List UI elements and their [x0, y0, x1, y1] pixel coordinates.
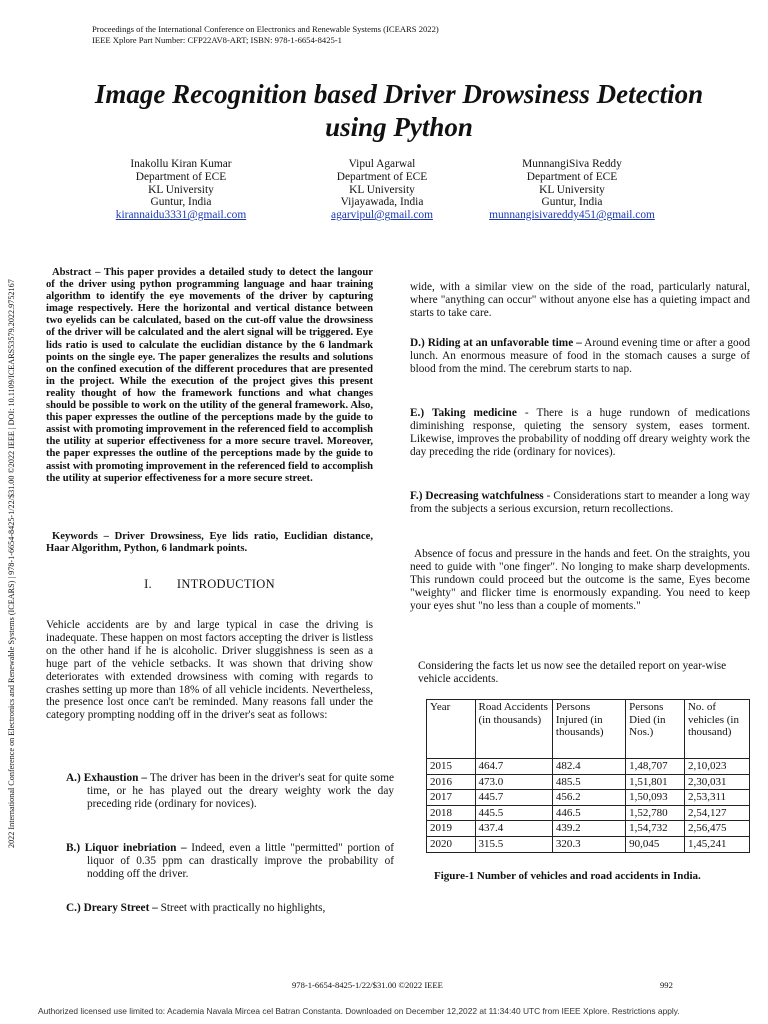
author-uni: KL University [349, 183, 415, 196]
table-cell: 2,54,127 [684, 805, 749, 821]
author-uni: KL University [539, 183, 605, 196]
item-text: Indeed, even a little "permitted" portion of liquor of 0.35 ppm can drastically improve the probability of nodding off the driver. [87, 842, 394, 880]
doi-sidebar: 2022 International Conference on Electronics and Renewable Systems (ICEARS) | 978-1-6654-8425-1/22/$31.00 ©2022 IEEE | DOI: 10.1109/ICEARS53579.2022.9752167 [7, 279, 16, 848]
table-cell: 482.4 [552, 759, 625, 775]
table-cell: 485.5 [552, 774, 625, 790]
author-dept: Department of ECE [336, 170, 428, 183]
table-cell: 2015 [427, 759, 476, 775]
author-block-1 [86, 158, 276, 222]
title-line-2: using Python [325, 112, 473, 142]
table-cell: 446.5 [552, 805, 625, 821]
table-cell: 2017 [427, 790, 476, 806]
table-cell: 1,48,707 [626, 759, 685, 775]
item-label: B.) Liquor inebriation – [66, 842, 187, 854]
consider-paragraph: Considering the facts let us now see the detailed report on year-wise vehicle accidents. [418, 660, 727, 685]
table-cell: 2,53,311 [684, 790, 749, 806]
table-cell: 315.5 [475, 836, 552, 852]
author-email-link[interactable]: kirannaidu3331@gmail.com [115, 209, 247, 222]
proceedings-line: Proceedings of the International Conference on Electronics and Renewable Systems (ICEARS 2022) [92, 24, 439, 34]
item-text: Street with practically no highlights, [157, 902, 326, 914]
table-row [427, 821, 750, 837]
abstract-paragraph: Abstract – This paper provides a detailed study to detect the langour of the driver using python programming language and haar training algorithm to identify the eye movements of the driver by capturing image respectively. Here the horizontal and vertical distance between two eyelids can be calculated, based on the cut-off value the drowsiness of the driver will be calculated and the alert signal will be triggered. Eye lids ratio is used to calculate the euclidian distance by the 6 landmark points on the single eye. The paper generalizes the results and solutions on the confined execution of the different procedures that are presented in the project. While the execution of the project gives this present reality thought of how the framework functions and what changes should be possible to work on the utility of the general framework. Also, this paper expresses the outline of the perceptions made by the guide to assist with promoting improvement in the referenced field to accomplish the utility at superior effectiveness for a more secure travel. Moreover, the paper expresses the outline of the perceptions made by the guide to assist with promoting improvement in the referenced field to accomplish the utility at superior effectiveness for a more secure street. [46, 267, 373, 484]
item-text: Around evening time or after a good lunch. An enormous measure of food in the stomach causes a surge of blood from the mind. The cerebrum starts to nap. [410, 337, 750, 375]
list-item-watchfulness [410, 490, 750, 516]
focus-paragraph: Absence of focus and pressure in the hands and feet. On the straights, you need to guide with "one finger". No longing to make sharp developments. This rundown could proceed but the outcome is the same, Eyes become "weighty" and flicker time is enormously expanding. You need to keep your eyes shut "no less than a couple of moments." [410, 548, 750, 612]
item-label: C.) Dreary Street – [66, 902, 158, 914]
table-cell: 1,52,780 [626, 805, 685, 821]
table-header-row [427, 700, 750, 759]
item-text: The driver has been in the driver's seat for quite some time, or he has played out the dreary weighty work the day preceding ride (ordinary for novices). [87, 772, 395, 810]
item-label: E.) Taking medicine [410, 407, 517, 419]
author-dept: Department of ECE [526, 170, 618, 183]
header-persons-died: Persons Died (in Nos.) [626, 700, 685, 759]
author-name: Vipul Agarwal [348, 158, 416, 170]
dreary-street-continued: wide, with a similar view on the side of the road, particularly natural, where "anything can occur" without anyone else has a quieting impact and starts to take care. [410, 281, 750, 319]
table-cell: 90,045 [626, 836, 685, 852]
author-name: MunnangiSiva Reddy [522, 158, 622, 170]
author-name: Inakollu Kiran Kumar [130, 158, 232, 170]
table-cell: 2,30,031 [684, 774, 749, 790]
table-cell: 2,56,475 [684, 821, 749, 837]
section-heading-introduction [46, 577, 373, 592]
item-text: - There is a huge rundown of medications diminishing response, quieting the sensory system, eases torment. Likewise, improves the probability of nodding off dreary weighty work the day preceding the ride (ordinary for novices). [410, 407, 750, 458]
list-item-riding-time [410, 337, 750, 376]
header-persons-injured: Persons Injured (in thousands) [552, 700, 625, 759]
table-cell: 2020 [427, 836, 476, 852]
page-number: 992 [660, 980, 673, 990]
item-label: A.) Exhaustion – [66, 772, 148, 784]
paper-title [30, 78, 768, 144]
author-block-2 [292, 158, 472, 222]
table-row [427, 805, 750, 821]
author-email-link[interactable]: munnangisivareddy451@gmail.com [489, 209, 655, 222]
header-road-accidents: Road Accidents (in thousands) [475, 700, 552, 759]
author-city: Guntur, India [541, 196, 603, 209]
list-item-medicine [410, 407, 750, 459]
table-row [427, 790, 750, 806]
list-item-liquor [66, 842, 394, 881]
table-cell: 445.7 [475, 790, 552, 806]
isbn-line: IEEE Xplore Part Number: CFP22AV8-ART; ISBN: 978-1-6654-8425-1 [92, 35, 342, 45]
author-block-3 [452, 158, 692, 222]
table-cell: 2019 [427, 821, 476, 837]
header-vehicles: No. of vehicles (in thousand) [684, 700, 749, 759]
table-row [427, 774, 750, 790]
footer-copyright: 978-1-6654-8425-1/22/$31.00 ©2022 IEEE [292, 980, 443, 990]
table-row [427, 759, 750, 775]
table-cell: 456.2 [552, 790, 625, 806]
table-cell: 439.2 [552, 821, 625, 837]
header-year: Year [427, 700, 476, 759]
list-item-dreary-street [66, 902, 373, 915]
author-email-link[interactable]: agarvipul@gmail.com [331, 209, 433, 222]
table-cell: 320.3 [552, 836, 625, 852]
item-text: - Considerations start to meander a long way from the subjects a serious excursion, return recollections. [410, 490, 750, 515]
table-cell: 1,54,732 [626, 821, 685, 837]
table-cell: 2016 [427, 774, 476, 790]
table-cell: 445.5 [475, 805, 552, 821]
list-item-exhaustion [66, 772, 394, 811]
section-number: I. [144, 577, 152, 591]
accidents-table [426, 699, 750, 853]
table-cell: 2,10,023 [684, 759, 749, 775]
section-title: INTRODUCTION [176, 577, 275, 591]
intro-paragraph: Vehicle accidents are by and large typical in case the driving is inadequate. These happen on most factors accepting the driver is listless on the other hand if he is alcoholic. Driver sluggishness is seen as a huge part of the vehicle setbacks. It was shown that driving show deteriorates with extended drowsiness with coming with regards to crashes setting up more than 18% of all vehicle incidents. Nevertheless, the presence lost once can't be reminded. Many reasons fall under the category prompting nodding off in the driver's seat as follows: [46, 619, 373, 722]
keywords-paragraph: Keywords – Driver Drowsiness, Eye lids ratio, Euclidian distance, Haar Algorithm, Python, 6 landmark points. [46, 531, 373, 555]
table-cell: 2018 [427, 805, 476, 821]
table-row [427, 836, 750, 852]
figure-caption: Figure-1 Number of vehicles and road accidents in India. [434, 870, 701, 882]
item-label: F.) Decreasing watchfulness [410, 490, 544, 502]
author-dept: Department of ECE [135, 170, 227, 183]
item-label: D.) Riding at an unfavorable time – [410, 337, 582, 349]
table-cell: 1,51,801 [626, 774, 685, 790]
table-cell: 464.7 [475, 759, 552, 775]
author-uni: KL University [148, 183, 214, 196]
table-cell: 1,50,093 [626, 790, 685, 806]
table-cell: 1,45,241 [684, 836, 749, 852]
author-city: Vijayawada, India [340, 196, 424, 209]
table-cell: 473.0 [475, 774, 552, 790]
author-city: Guntur, India [150, 196, 212, 209]
license-notice: Authorized licensed use limited to: Academia Navala Mircea cel Batran Constanta. Downloaded on December 12,2022 at 11:34:40 UTC from IEEE Xplore. Restrictions apply. [38, 1006, 680, 1016]
title-line-1: Image Recognition based Driver Drowsiness Detection [94, 79, 704, 109]
table-cell: 437.4 [475, 821, 552, 837]
